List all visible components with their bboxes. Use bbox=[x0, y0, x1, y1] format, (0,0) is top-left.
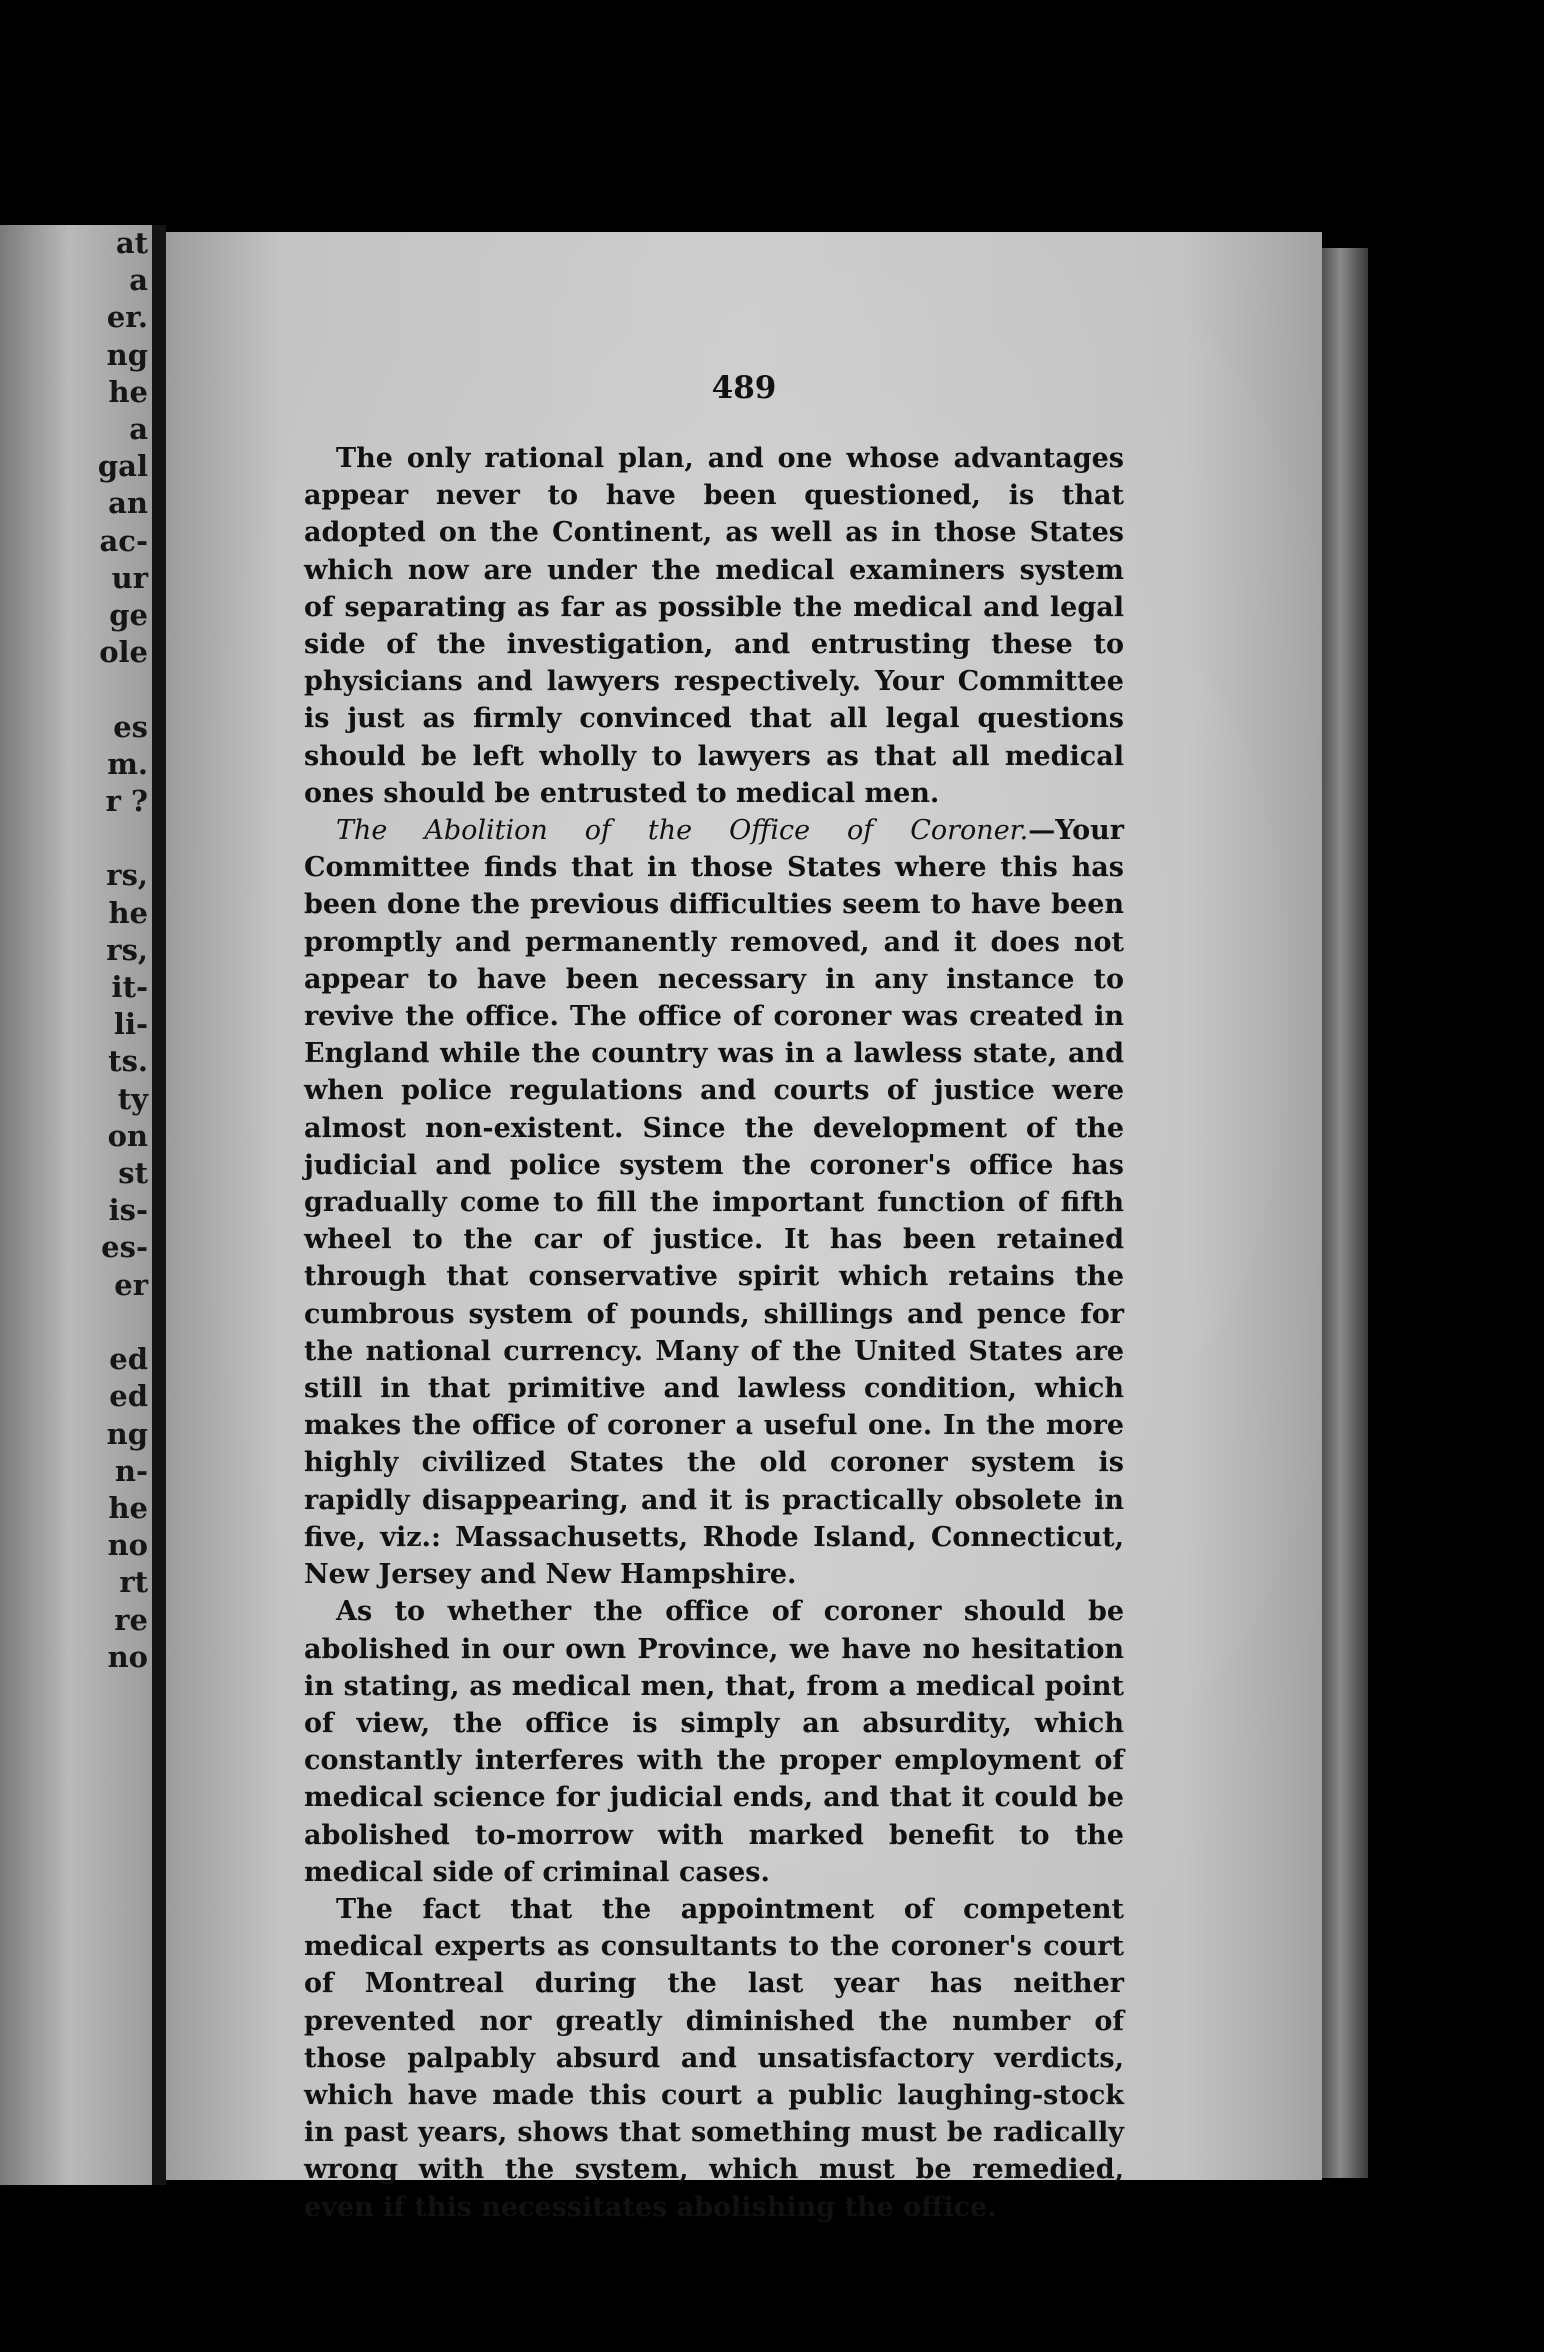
fragment: is- bbox=[108, 1193, 148, 1228]
fragment bbox=[98, 820, 148, 857]
left-facing-page bbox=[0, 225, 152, 2185]
paragraph-montreal bbox=[304, 1891, 1124, 2226]
fragment: no bbox=[107, 1528, 148, 1563]
fragment: rt bbox=[119, 1565, 148, 1600]
fragment: he bbox=[108, 1490, 148, 1525]
fragment: ng bbox=[106, 1416, 148, 1451]
fragment: n- bbox=[114, 1453, 148, 1488]
paragraph-province bbox=[304, 1593, 1124, 1891]
fragment: it- bbox=[111, 970, 148, 1005]
paragraph-text: The only rational plan, and one whose advantages appear never to have been questioned, is that adopted on the Continent, as well as in those States which now are under the medical examiners system of separating as far as possible the medical and legal side of the investigation, and entrusting these to physicians and lawyers respectively. Your Committee is just as firmly convinced that all legal questions should be left wholly to lawyers as that all medical ones should be entrusted to medical men. bbox=[304, 443, 1124, 809]
paragraph-text: The fact that the appointment of competent medical experts as consultants to the coroner's court of Montreal during the last year has neither prevented nor greatly diminished the number of those palpably absurd and unsatisfactory verdicts, which have made this court a public laughing-stock in past years, shows that something must be radically wrong with the system, which must be remedied, even if this necessitates abolishing the office. bbox=[304, 1893, 1124, 2223]
fragment: li- bbox=[113, 1007, 148, 1042]
fragment: a bbox=[129, 263, 148, 298]
fragment: m. bbox=[107, 746, 148, 781]
main-page bbox=[166, 232, 1322, 2223]
left-page-text-fragments bbox=[98, 225, 148, 1676]
fragment: ge bbox=[109, 598, 148, 633]
paragraph-abolition bbox=[304, 812, 1124, 1593]
fragment: at bbox=[115, 226, 148, 260]
fragment: es- bbox=[101, 1230, 148, 1265]
fragment: no bbox=[107, 1639, 148, 1674]
fragment: rs, bbox=[106, 858, 148, 893]
paragraph-text: As to whether the office of coroner should be abolished in our own Province, we have no hesitation in stating, as medical men, that, from a medical point of view, the office is simply an absurdity, which constantly interferes with the proper employment of medical science for judicial ends, and that it could be abolished to-morrow with marked benefit to the medical side of criminal cases. bbox=[304, 1596, 1124, 1888]
fragment: an bbox=[108, 486, 148, 521]
fragment: ac- bbox=[99, 523, 148, 558]
fragment: a bbox=[129, 412, 148, 447]
fragment: ur bbox=[111, 560, 148, 595]
section-heading: The Abolition of the Office of Coroner. bbox=[336, 815, 1029, 847]
fragment: r ? bbox=[105, 784, 148, 819]
fragment: ty bbox=[117, 1081, 148, 1116]
fragment: rs, bbox=[106, 932, 148, 967]
fragment: er. bbox=[106, 300, 148, 335]
fragment: he bbox=[108, 374, 148, 409]
paragraph-text: —Your Committee finds that in those States where this has been done the previous difficulties seem to have been promptly and permanently removed, and it does not appear to have been necessary in any instance to revive the office. The office of coroner was created in England while the country was in a lawless state, and when police regulations and courts of justice were almost non-existent. Since the development of the judicial and police system the coroner's office has gradually come to fill the important function of fifth wheel to the car of justice. It has been retained through that conservative spirit which retains the cumbrous system of pounds, shillings and pence for the national currency. Many of the United States are still in that primitive and lawless condition, which makes the office of coroner a useful one. In the more highly civilized States the old coroner system is rapidly disappearing, and it is practically obsolete in five, viz.: Massachusetts, Rhode Island, Connecticut, New Jersey and New Hampshire. bbox=[304, 815, 1124, 1591]
fragment: ts. bbox=[108, 1044, 148, 1079]
book-gutter bbox=[152, 225, 166, 2185]
fragment: re bbox=[114, 1602, 148, 1637]
fragment: ng bbox=[106, 337, 148, 372]
fragment: on bbox=[107, 1118, 148, 1153]
page-edge-shadow bbox=[1322, 248, 1368, 2178]
fragment: st bbox=[118, 1156, 148, 1191]
fragment: er bbox=[114, 1267, 148, 1302]
fragment: gal bbox=[97, 449, 148, 484]
page-number: 489 bbox=[711, 370, 777, 406]
fragment bbox=[98, 1304, 148, 1341]
fragment: es bbox=[113, 709, 148, 744]
fragment: he bbox=[108, 895, 148, 930]
fragment: ed bbox=[109, 1342, 148, 1377]
body-text bbox=[304, 440, 1124, 2226]
fragment: ole bbox=[99, 635, 148, 670]
paragraph-rational-plan bbox=[304, 440, 1124, 812]
fragment: ed bbox=[109, 1379, 148, 1414]
fragment bbox=[98, 671, 148, 708]
